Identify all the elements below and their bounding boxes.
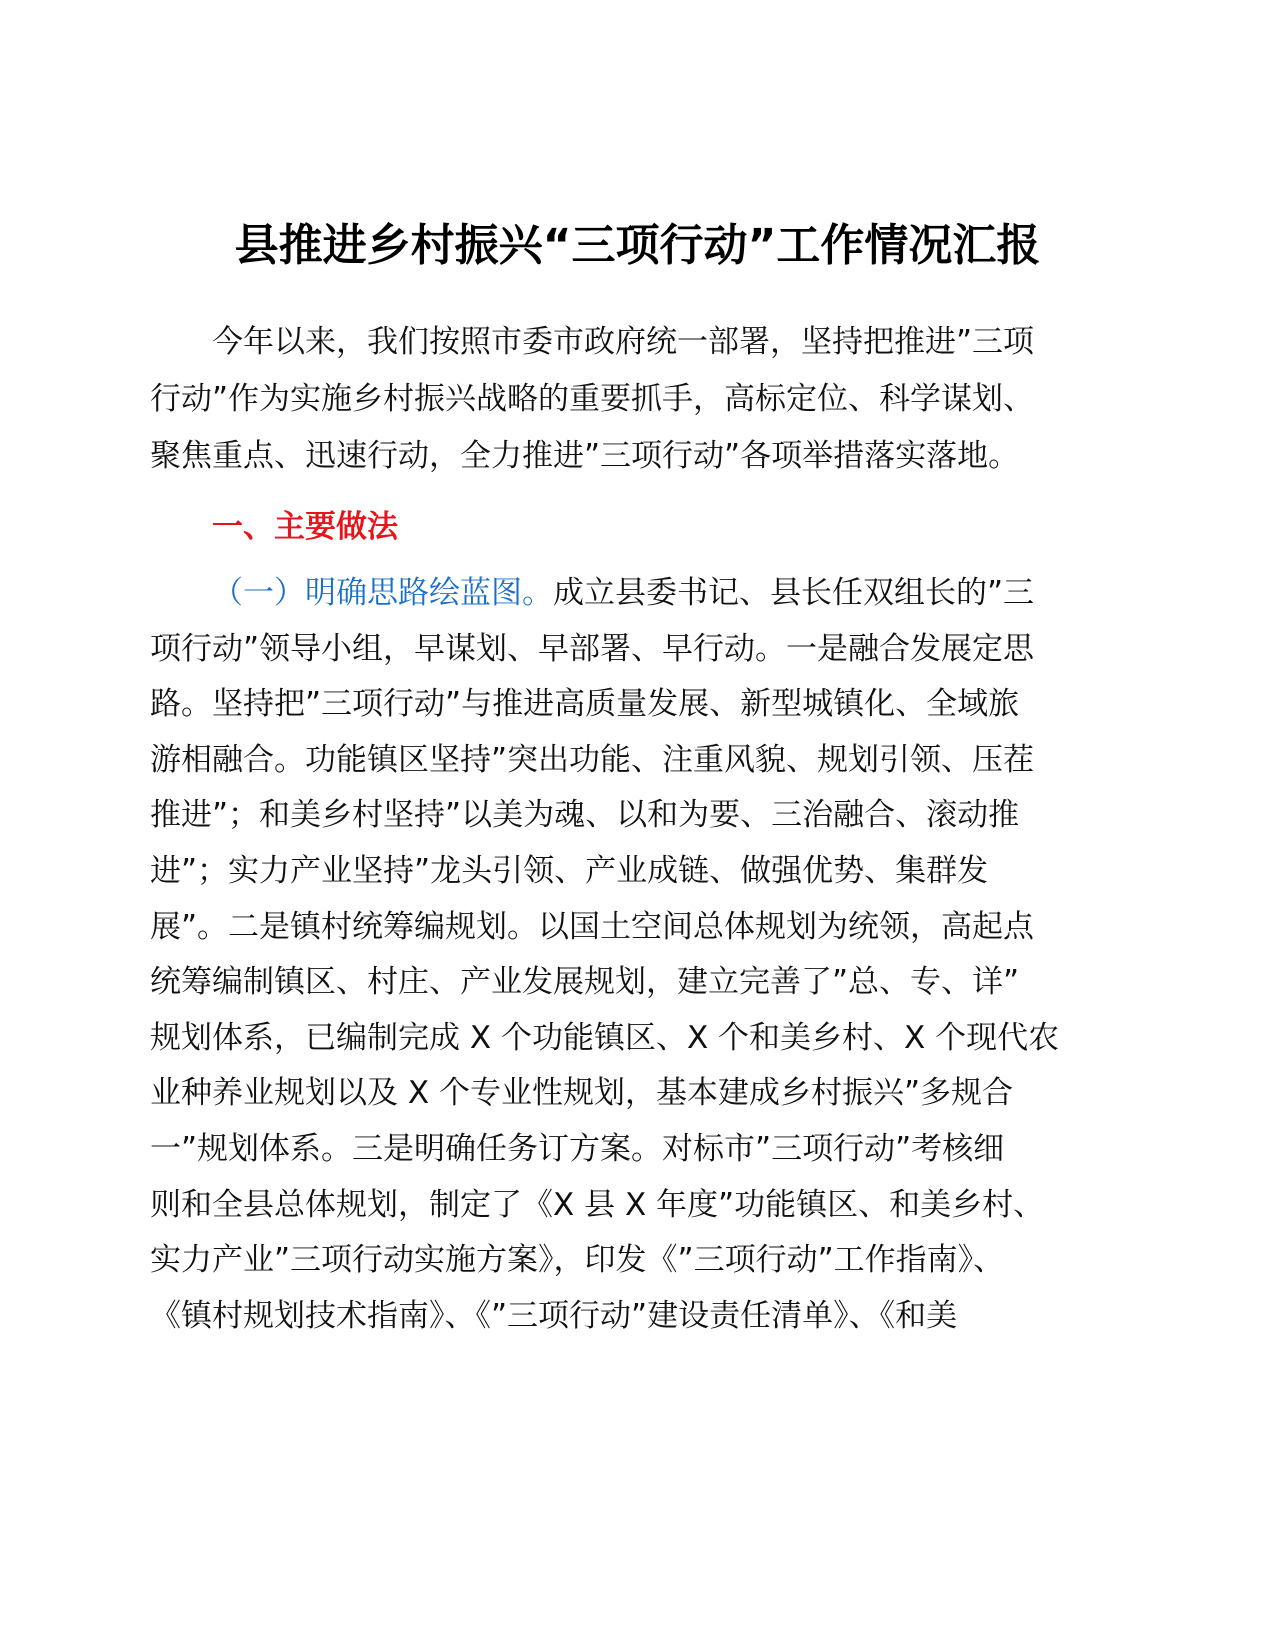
body-line: 规划体系，已编制完成 X 个功能镇区、X 个和美乡村、X 个现代农 bbox=[150, 1019, 1060, 1056]
body-line-text: 成立县委书记、县长任双组长的”三 bbox=[553, 575, 1035, 611]
document-title: 县推进乡村振兴“三项行动”工作情况汇报 bbox=[234, 220, 1041, 271]
body-paragraph bbox=[150, 566, 1125, 1344]
body-line: 《镇村规划技术指南》、《”三项行动”建设责任清单》、《和美 bbox=[150, 1297, 958, 1334]
body-line: 展”。二是镇村统筹编规划。以国土空间总体规划为统领，高起点 bbox=[150, 908, 1035, 945]
body-line: 进”；实力产业坚持”龙头引领、产业成链、做强优势、集群发 bbox=[150, 852, 989, 889]
intro-line: 今年以来，我们按照市委市政府统一部署，坚持把推进”三项 bbox=[212, 324, 1035, 360]
intro-paragraph bbox=[150, 314, 1125, 485]
intro-line: 行动”作为实施乡村振兴战略的重要抓手，高标定位、科学谋划、 bbox=[150, 381, 1035, 417]
body-line: 实力产业”三项行动实施方案》，印发《”三项行动”工作指南》、 bbox=[150, 1242, 1005, 1279]
section-heading: 一、主要做法 bbox=[212, 509, 398, 545]
body-line: 一”规划体系。三是明确任务订方案。对标市”三项行动”考核细 bbox=[150, 1130, 1005, 1167]
body-line: 统筹编制镇区、村庄、产业发展规划，建立完善了”总、专、详” bbox=[150, 964, 1020, 1001]
intro-line: 聚焦重点、迅速行动，全力推进”三项行动”各项举措落实落地。 bbox=[150, 438, 1020, 474]
body-line: 路。坚持把”三项行动”与推进高质量发展、新型城镇化、全域旅 bbox=[150, 686, 1020, 723]
body-line: 推进”；和美乡村坚持”以美为魂、以和为要、三治融合、滚动推 bbox=[150, 797, 1020, 834]
subsection-heading: （一）明确思路绘蓝图。 bbox=[212, 575, 553, 611]
body-line: 则和全县总体规划，制定了《X 县 X 年度”功能镇区、和美乡村、 bbox=[150, 1186, 1045, 1223]
body-line: 业种养业规划以及 X 个专业性规划，基本建成乡村振兴”多规合 bbox=[150, 1075, 1014, 1112]
body-first-line bbox=[150, 566, 1125, 622]
body-line: 游相融合。功能镇区坚持”突出功能、注重风貌、规划引领、压茬 bbox=[150, 741, 1035, 778]
body-line: 项行动”领导小组，早谋划、早部署、早行动。一是融合发展定思 bbox=[150, 630, 1035, 667]
